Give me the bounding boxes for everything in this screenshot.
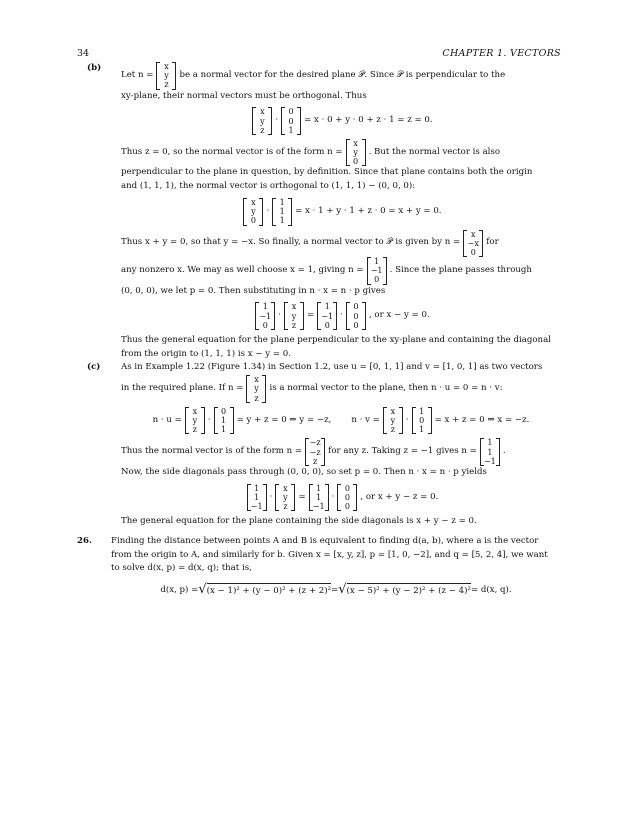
matrix-entry: 0 <box>344 502 350 511</box>
matrix <box>252 107 272 135</box>
b-text: be a normal vector for the desired plane 𝒫. Since 𝒫 is perpendicular to the <box>179 69 506 80</box>
matrix-entry: 1 <box>288 125 294 135</box>
matrix-entry: 0 <box>324 320 330 330</box>
matrix-entry: x <box>390 406 396 416</box>
matrix <box>317 302 337 330</box>
running-header: CHAPTER 1. VECTORS <box>442 48 561 59</box>
matrix-entry: −1 <box>250 502 263 511</box>
c-line-1: As in Example 1.22 (Figure 1.34) in Section 1.2, use u = [0, 1, 1] and v = [1, 0, 1] as two vectors <box>121 362 543 373</box>
matrix-entry: x <box>470 229 476 239</box>
matrix-entry: z <box>164 80 169 90</box>
matrix-entry: y <box>353 148 358 158</box>
part-c <box>87 361 561 529</box>
matrix <box>309 484 329 512</box>
root-1: (x − 1)² + (y − 0)² + (z + 2)² <box>207 583 331 599</box>
matrix-entry: y <box>254 384 259 394</box>
matrix-entry: 0 <box>353 157 359 167</box>
matrix <box>185 407 205 435</box>
equation-c2: 1 1 −1 · x y z = 1 1 −1 · 0 0 0 , or x + y − z = 0. <box>121 484 561 512</box>
matrix-entry: 1 <box>221 425 227 435</box>
part-c-label: (c) <box>87 362 101 373</box>
matrix-n <box>156 62 176 90</box>
matrix-entry: 0 <box>221 406 227 416</box>
matrix-entry: z <box>260 125 265 135</box>
b-line-2: xy-plane, their normal vectors must be orthogonal. Thus <box>121 90 367 101</box>
b-line-3 <box>121 139 561 167</box>
matrix-entry: z <box>291 320 297 330</box>
matrix-entry: z <box>283 502 288 511</box>
equation-text: = x + z = 0 ⇒ x = −z. <box>434 414 530 425</box>
matrix-entry: y <box>283 492 288 502</box>
matrix-entry: 0 <box>374 275 380 285</box>
problem-26-label: 26. <box>77 535 92 546</box>
root-2: (x − 5)² + (y − 2)² + (z − 4)² <box>347 583 471 599</box>
c-text: Thus the normal vector is of the form n = <box>121 446 303 457</box>
equation-b2: x y 0 · 1 1 1 = x · 1 + y · 1 + z · 0 = x + y = 0. <box>121 198 561 226</box>
matrix <box>275 484 295 512</box>
c-text: in the required plane. If n = <box>121 383 244 394</box>
b-line-1 <box>121 62 561 90</box>
equation-text: n · v = <box>351 414 380 425</box>
matrix <box>337 484 357 512</box>
c-line-3 <box>121 438 561 466</box>
equation-text: d(x, p) = <box>160 584 199 595</box>
equation-text: = <box>331 584 339 595</box>
matrix-entry: −1 <box>321 311 334 321</box>
matrix-entry: 1 <box>324 302 330 312</box>
matrix <box>367 257 387 285</box>
b-line-10: from the origin to (1, 1, 1) is x − y = 0. <box>121 348 291 359</box>
matrix-entry: −1 <box>370 266 383 276</box>
matrix-entry: z <box>313 456 318 466</box>
matrix-entry: −1 <box>312 502 325 511</box>
matrix-entry: x <box>164 62 169 71</box>
matrix-entry: −z <box>309 447 321 457</box>
c-line-4: Now, the side diagonals pass through (0, 0, 0), so set p = 0. Then n · x = n · p yields <box>121 466 487 477</box>
equation-text: , or x − y = 0. <box>368 310 430 321</box>
matrix-entry: 0 <box>344 492 350 502</box>
matrix <box>480 438 500 466</box>
matrix-entry: 1 <box>487 447 493 457</box>
matrix-entry: x <box>283 483 288 493</box>
matrix-entry: y <box>260 116 265 126</box>
b-text: . But the normal vector is also <box>368 146 501 157</box>
p26-line-1: Finding the distance between points A and B is equivalent to finding d(a, b), where a is the vector <box>111 535 539 546</box>
part-b-label: (b) <box>87 63 102 73</box>
equation-text: = x · 0 + y · 0 + z · 1 = z = 0. <box>304 115 433 126</box>
equation-text: , or x + y − z = 0. <box>360 491 439 502</box>
b-line-5: and (1, 1, 1), the normal vector is orthogonal to (1, 1, 1) − (0, 0, 0): <box>121 181 416 192</box>
equation-text: n · u = <box>152 414 182 425</box>
b-line-4: perpendicular to the plane in question, by definition. Since that plane contains both the origin <box>121 167 533 178</box>
matrix-entry: −1 <box>259 311 272 321</box>
matrix <box>284 302 304 330</box>
equation-text: = d(x, q). <box>470 584 512 595</box>
matrix-entry: −z <box>309 438 321 448</box>
b-line-7 <box>121 257 561 285</box>
matrix-entry: 1 <box>254 483 260 493</box>
equation-26 <box>111 580 561 601</box>
matrix-entry: 1 <box>279 216 285 226</box>
part-b <box>87 62 561 361</box>
matrix-entry: 1 <box>279 197 285 207</box>
matrix-entry: 0 <box>353 302 359 312</box>
p26-line-3: to solve d(x, p) = d(x, q); that is, <box>111 563 252 574</box>
c-line-5: The general equation for the plane containing the side diagonals is x + y − z = 0. <box>121 516 477 527</box>
c-line-2 <box>121 375 561 403</box>
matrix-entry: y <box>390 415 396 425</box>
b-text: . Since the plane passes through <box>389 264 532 275</box>
matrix-entry: 1 <box>487 438 493 448</box>
b-line-8: (0, 0, 0), we let p = 0. Then substituting in n · x = n · p gives <box>121 285 386 296</box>
matrix-entry: 0 <box>353 320 359 330</box>
matrix-entry: −1 <box>483 456 496 466</box>
matrix <box>243 198 263 226</box>
matrix <box>346 139 366 167</box>
matrix-entry: 1 <box>221 415 227 425</box>
matrix-entry: y <box>164 71 169 81</box>
b-line-9: Thus the general equation for the plane perpendicular to the xy-plane and containing the diagonal <box>121 334 551 345</box>
matrix-entry: x <box>260 107 265 117</box>
b-text: Let n = <box>121 69 154 80</box>
equation-text: = y + z = 0 ⇒ y = −z, <box>236 414 332 425</box>
matrix <box>247 484 267 512</box>
matrix-entry: 1 <box>419 425 425 435</box>
b-text: for <box>486 237 499 248</box>
matrix-entry: y <box>192 415 198 425</box>
matrix-entry: x <box>254 375 259 385</box>
matrix-entry: 0 <box>262 320 268 330</box>
c-text: . <box>502 446 506 457</box>
matrix-entry: z <box>254 393 259 403</box>
matrix-entry: 0 <box>288 116 294 126</box>
matrix <box>246 375 266 403</box>
matrix-entry: z <box>192 425 197 435</box>
b-text: Thus z = 0, so the normal vector is of the form n = <box>121 146 343 157</box>
page-number: 34 <box>77 48 90 59</box>
b-text: Thus x + y = 0, so that y = −x. So finally, a normal vector to 𝒫 is given by n = <box>121 237 461 248</box>
equation-b1: x y z · 0 0 1 = x · 0 + y · 0 + z · 1 = z = 0. <box>121 107 561 135</box>
c-text: is a normal vector to the plane, then n · u = 0 = n · v: <box>269 383 503 394</box>
matrix <box>383 407 403 435</box>
matrix <box>412 407 432 435</box>
equation-b3: 1 −1 0 · x y z = 1 −1 0 · 0 0 0 , or x − y = 0. <box>121 302 561 330</box>
matrix-entry: x <box>192 406 198 416</box>
problem-26 <box>77 535 561 601</box>
matrix-entry: 1 <box>262 302 268 312</box>
matrix-entry: x <box>353 138 358 148</box>
matrix-entry: y <box>291 311 297 321</box>
matrix-entry: 1 <box>374 257 380 267</box>
matrix-entry: x <box>251 197 256 207</box>
page-content <box>77 62 561 605</box>
matrix-entry: −x <box>467 238 479 248</box>
matrix <box>272 198 292 226</box>
matrix-entry: 0 <box>344 483 350 493</box>
matrix-entry: 1 <box>419 406 425 416</box>
matrix-entry: 0 <box>288 107 294 117</box>
c-text: for any z. Taking z = −1 gives n = <box>328 446 477 457</box>
matrix <box>214 407 234 435</box>
matrix <box>346 302 366 330</box>
matrix-entry: z <box>390 425 395 435</box>
matrix-entry: 0 <box>250 216 256 226</box>
equation-c1: n · u = x y z · 0 1 1 = y + z = 0 ⇒ y = −z, n · v = x y z · 1 0 1 = x + z = 0 ⇒ x = −z. <box>152 406 530 435</box>
matrix <box>281 107 301 135</box>
sqrt-symbol: √ <box>198 582 207 598</box>
matrix-entry: 0 <box>470 247 476 257</box>
matrix <box>305 438 325 466</box>
matrix-entry: 0 <box>419 415 425 425</box>
sqrt-symbol: √ <box>338 582 347 598</box>
b-text: any nonzero x. We may as well choose x = 1, giving n = <box>121 264 364 275</box>
b-line-6 <box>121 230 561 258</box>
matrix-entry: x <box>291 302 297 312</box>
matrix-entry: 1 <box>316 492 322 502</box>
matrix-entry: 1 <box>254 492 260 502</box>
matrix <box>463 230 483 258</box>
p26-line-2: from the origin to A, and similarly for b. Given x = [x, y, z], p = [1, 0, −2], and q = [5, 2, 4], we want <box>111 549 548 560</box>
matrix-entry: y <box>251 207 256 217</box>
matrix-entry: 1 <box>279 207 285 217</box>
matrix <box>255 302 275 330</box>
equation-text: = x · 1 + y · 1 + z · 0 = x + y = 0. <box>295 205 442 216</box>
matrix-entry: 1 <box>316 483 322 493</box>
matrix-entry: 0 <box>353 311 359 321</box>
